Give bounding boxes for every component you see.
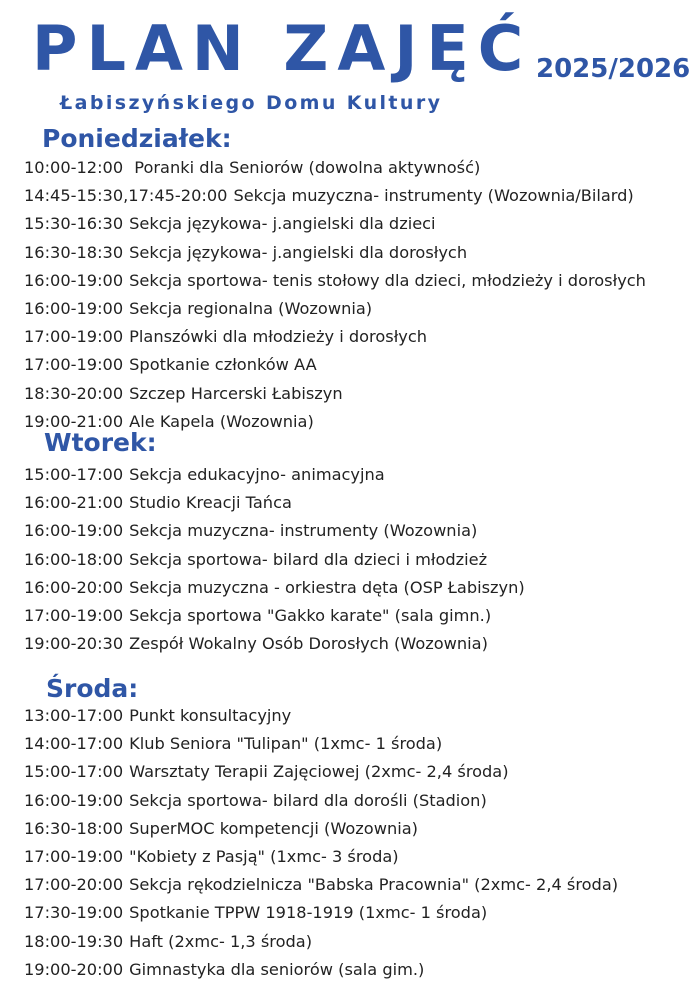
time-range: 14:45-15:30,17:45-20:00	[24, 186, 228, 206]
list-item	[24, 730, 618, 758]
time-range: 16:00-19:00	[24, 790, 124, 810]
list-item	[24, 351, 646, 379]
time-range: 16:30-18:00	[24, 818, 124, 838]
list-item	[24, 574, 525, 602]
time-range: 18:00-19:30	[24, 931, 124, 951]
time-range: 15:30-16:30	[24, 214, 124, 234]
time-range: 14:00-17:00	[24, 734, 124, 754]
activity-name: Sekcja muzyczna - orkiestra dęta (OSP Łabiszyn)	[129, 577, 525, 597]
activity-name: SuperMOC kompetencji (Wozownia)	[129, 818, 418, 838]
activity-name: Sekcja sportowa- bilard dla dzieci i młodzież	[129, 549, 488, 569]
time-range: 13:00-17:00	[24, 706, 124, 725]
list-item	[24, 956, 618, 984]
time-range: 15:00-17:00	[24, 762, 124, 782]
list-item	[24, 517, 525, 545]
activity-name: Sekcja muzyczna- instrumenty (Wozownia/Bilard)	[233, 186, 634, 206]
time-range: 17:00-19:00	[24, 327, 124, 347]
list-item	[24, 489, 525, 517]
activity-name: Planszówki dla młodzieży i dorosłych	[129, 327, 428, 347]
list-item	[24, 815, 618, 843]
list-item	[24, 546, 525, 574]
activity-name: Studio Kreacji Tańca	[129, 493, 292, 513]
list-item	[24, 267, 646, 295]
school-year: 2025/2026	[536, 54, 691, 84]
time-range: 16:00-19:00	[24, 298, 124, 318]
page-title: PLAN ZAJĘĆ	[32, 12, 533, 85]
list-item	[24, 380, 646, 408]
schedule-list-tuesday	[24, 461, 525, 658]
time-range: 16:30-18:30	[24, 242, 124, 262]
list-item	[24, 928, 618, 956]
list-item	[24, 461, 525, 489]
list-item	[24, 182, 646, 210]
time-range: 16:00-19:00	[24, 270, 124, 290]
list-item	[24, 899, 618, 927]
schedule-list-monday	[24, 154, 646, 436]
activity-name: Warsztaty Terapii Zajęciowej (2xmc- 2,4 środa)	[129, 762, 509, 782]
list-item	[24, 210, 646, 238]
activity-name: Ale Kapela (Wozownia)	[129, 411, 314, 431]
time-range: 17:00-19:00	[24, 355, 124, 375]
list-item	[24, 154, 646, 182]
activity-name: Sekcja językowa- j.angielski dla dorosłych	[129, 242, 468, 262]
activity-name: Sekcja sportowa- tenis stołowy dla dzieci, młodzieży i dorosłych	[129, 270, 646, 290]
activity-name: Sekcja muzyczna- instrumenty (Wozownia)	[129, 521, 478, 541]
list-item	[24, 602, 525, 630]
list-item	[24, 239, 646, 267]
time-range: 17:00-19:00	[24, 846, 124, 866]
day-heading-wednesday: Środa:	[46, 674, 139, 703]
time-range: 16:00-18:00	[24, 549, 124, 569]
activity-name: Spotkanie TPPW 1918-1919 (1xmc- 1 środa)	[129, 903, 488, 923]
activity-name: Zespół Wokalny Osób Dorosłych (Wozownia)	[129, 634, 488, 654]
activity-name: Sekcja rękodzielnicza "Babska Pracownia" (2xmc- 2,4 środa)	[129, 875, 619, 895]
activity-name: Sekcja regionalna (Wozownia)	[129, 298, 373, 318]
activity-name: Spotkanie członków AA	[129, 355, 317, 375]
activity-name: Haft (2xmc- 1,3 środa)	[129, 931, 313, 951]
activity-name: Sekcja językowa- j.angielski dla dzieci	[129, 214, 436, 234]
time-range: 10:00-12:00	[24, 158, 129, 177]
time-range: 16:00-21:00	[24, 493, 124, 513]
list-item	[24, 787, 618, 815]
time-range: 19:00-20:30	[24, 634, 124, 654]
activity-name: Poranki dla Seniorów (dowolna aktywność)	[134, 158, 481, 177]
time-range: 17:00-20:00	[24, 875, 124, 895]
list-item	[24, 871, 618, 899]
time-range: 19:00-20:00	[24, 959, 124, 979]
list-item	[24, 323, 646, 351]
activity-name: Sekcja edukacyjno- animacyjna	[129, 465, 385, 484]
time-range: 18:30-20:00	[24, 383, 124, 403]
activity-name: "Kobiety z Pasją" (1xmc- 3 środa)	[129, 846, 399, 866]
list-item	[24, 702, 618, 730]
day-heading-tuesday: Wtorek:	[44, 428, 157, 457]
time-range: 16:00-19:00	[24, 521, 124, 541]
list-item	[24, 630, 525, 658]
list-item	[24, 843, 618, 871]
time-range: 19:00-21:00	[24, 411, 124, 431]
time-range: 15:00-17:00	[24, 465, 124, 484]
time-range: 17:30-19:00	[24, 903, 124, 923]
schedule-list-wednesday	[24, 702, 618, 984]
list-item	[24, 295, 646, 323]
activity-name: Sekcja sportowa "Gakko karate" (sala gimn.)	[129, 605, 492, 625]
time-range: 17:00-19:00	[24, 605, 124, 625]
day-heading-monday: Poniedziałek:	[42, 124, 232, 153]
activity-name: Punkt konsultacyjny	[129, 706, 292, 725]
activity-name: Szczep Harcerski Łabiszyn	[129, 383, 343, 403]
time-range: 16:00-20:00	[24, 577, 124, 597]
activity-name: Sekcja sportowa- bilard dla dorośli (Stadion)	[129, 790, 487, 810]
activity-name: Klub Seniora "Tulipan" (1xmc- 1 środa)	[129, 734, 443, 754]
activity-name: Gimnastyka dla seniorów (sala gim.)	[129, 959, 425, 979]
list-item	[24, 758, 618, 786]
page-subtitle: Łabiszyńskiego Domu Kultury	[60, 92, 443, 114]
